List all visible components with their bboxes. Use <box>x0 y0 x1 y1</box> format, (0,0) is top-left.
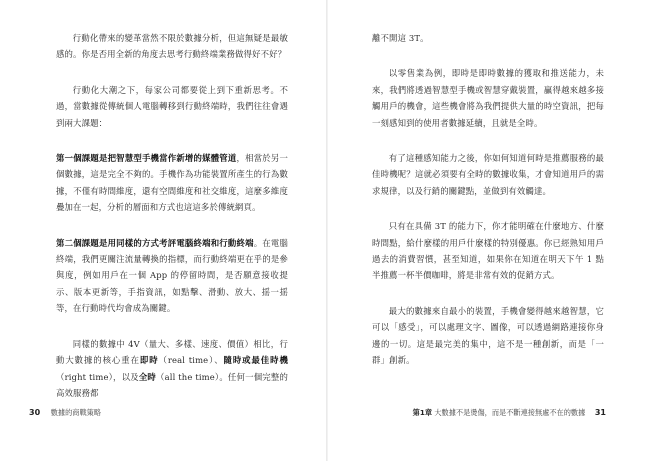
paragraph: 以零售業為例，即時是即時數據的獲取和推送能力，未來，我們將透過智慧型手機或智慧穿戴裝置，贏得越來越多接觸用戶的機會，這些機會將為我們提供大量的時空資訊，把每一刻感知到的使用者數據延續，且就是全時。 <box>372 68 604 128</box>
bold-heading: 第一個課題是把智慧型手機當作新增的媒體管道 <box>56 153 237 164</box>
right-page <box>328 0 654 461</box>
paragraph: 離不開這 3T。 <box>372 33 429 43</box>
paragraph: 只有在具備 3T 的能力下，你才能明確在什麼地方、什麼時間點，給什麼樣的用戶什麼樣的特別優惠。你已經熟知用戶過去的消費習慣，甚至知道，如果你在知道在明天下午 1 點半推薦一杯半價咖啡，將是非常有效的促銷方式。 <box>372 221 604 281</box>
paragraph: 行動化大潮之下，每家公司都要從上到下重新思考。不過，當數據從傳統個人電腦轉移到行動終端時，我們往往會遇到兩大課題： <box>56 84 288 128</box>
paragraph: 有了這種感知能力之後，你如何知道何時是推薦服務的最佳時機呢？這就必須要有全時的數據收集，才會知道用戶的需求規律，以及行銷的關鍵點，並做到有效觸達。 <box>372 153 604 196</box>
running-title: 數據的商戰策略 <box>50 408 102 417</box>
page-number: 31 <box>594 408 606 417</box>
page-number: 30 <box>29 408 41 417</box>
chapter-label: 第1章 <box>412 408 433 417</box>
paragraph: 第一個課題是把智慧型手機當作新增的媒體管道，相當於另一個數據，這是完全不夠的。手機作為功能裝置所產生的行為數據，不僅有時間維度，還有空間維度和社交維度，這麼多維度疊加在一起，分析的層面和方式也這這多於傳統網頁。 <box>56 153 288 213</box>
right-footer <box>413 408 606 418</box>
paragraph: 行動化帶來的變革當然不限於數據分析，但這無疑是最敏感的。你是否用全新的角度去思考行動終端業務做得好不好？ <box>56 33 288 60</box>
running-title: 大數據不是燙傷，而是不斷連接無處不在的數據 <box>434 408 586 417</box>
bold-term: 全時 <box>138 371 156 382</box>
paragraph: 同樣的數據中 4V（量大、多樣、速度、價值）相比，行動大數據的核心重在即時（real time）、隨時或最佳時機（right time），以及全時（all the time）。任何一個完整的高效服務都 <box>56 338 288 398</box>
bold-term: 隨時或最佳時機 <box>223 355 288 366</box>
right-text-block <box>372 30 604 378</box>
bold-heading: 第二個課題是用同樣的方式考評電腦終端和行動終端 <box>56 237 254 248</box>
paragraph: 最大的數據來自最小的裝置，手機會變得越來越智慧，它可以「感受」，可以處理文字、圖像，可以透過網路連接你身邊的一切。這是最完美的集中，這不是一種創新，而是「一群」創新。 <box>372 305 604 366</box>
left-footer <box>29 408 101 418</box>
left-text-block <box>56 30 288 410</box>
bold-term: 即時 <box>139 355 159 366</box>
paragraph: 第二個課題是用同樣的方式考評電腦終端和行動終端。在電腦終端，我們更關注流量轉換的指標，而行動終端更在乎的是參與度，例如用戶在一個 App 的停留時間，是否願意接收提示、版本更新等，手指資訊，如點擊、滑動、放大、揺一揺等，在行動時代均會成為關鍵。 <box>56 237 288 314</box>
